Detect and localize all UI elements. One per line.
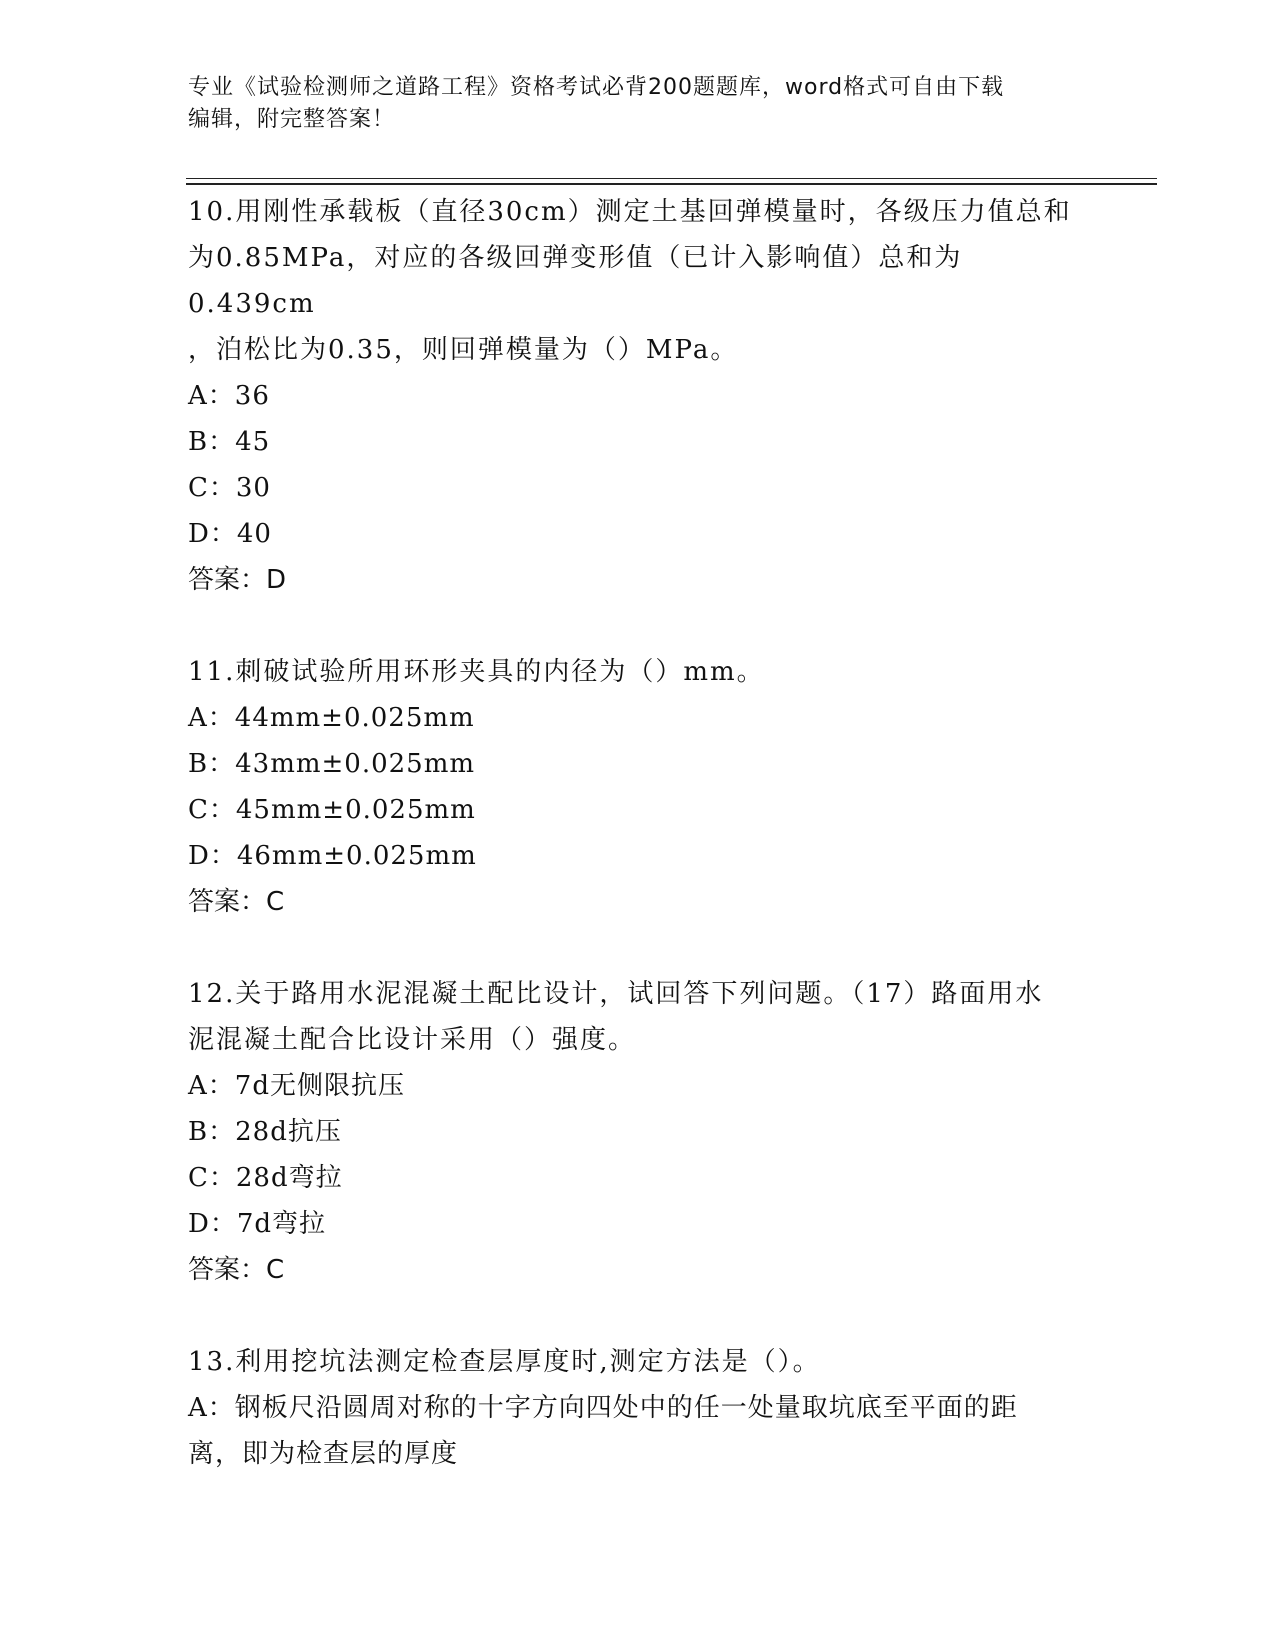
option-b: B：45: [188, 427, 271, 457]
header-divider-thick: [186, 183, 1157, 185]
option-a: A：36: [188, 381, 270, 411]
question-13: [188, 1339, 1088, 1477]
question-text-line: 11.刺破试验所用环形夹具的内径为（）mm。: [188, 657, 765, 687]
option-a: A：7d无侧限抗压: [188, 1071, 405, 1101]
option-d: D：7d弯拉: [188, 1209, 327, 1239]
question-list: [188, 189, 1088, 1477]
question-11: [188, 649, 1088, 925]
answer-line: 答案：C: [188, 1255, 285, 1285]
option-b: B：28d抗压: [188, 1117, 342, 1147]
header-line-1: 专业《试验检测师之道路工程》资格考试必背200题题库，word格式可自由下载: [188, 75, 1005, 100]
question-text-line: 12.关于路用水泥混凝土配比设计，试回答下列问题。（17）路面用水: [188, 979, 1044, 1009]
option-d: D：46mm±0.025mm: [188, 841, 477, 871]
question-12: [188, 971, 1088, 1293]
option-a-continued: 离，即为检查层的厚度: [188, 1439, 459, 1469]
question-text-line: 泥混凝土配合比设计采用（）强度。: [188, 1025, 637, 1055]
option-a: A：44mm±0.025mm: [188, 703, 475, 733]
option-c: C：30: [188, 473, 271, 503]
question-text-line: ，泊松比为0.35，则回弹模量为（）MPa。: [188, 335, 739, 365]
answer-line: 答案：D: [188, 565, 287, 595]
question-text-line: 为0.85MPa，对应的各级回弹变形值（已计入影响值）总和为0.439cm: [188, 243, 963, 319]
question-text-line: 10.用刚性承载板（直径30cm）测定土基回弹模量时，各级压力值总和: [188, 197, 1072, 227]
option-d: D：40: [188, 519, 272, 549]
option-c: C：45mm±0.025mm: [188, 795, 476, 825]
question-10: [188, 189, 1088, 603]
option-a: A：钢板尺沿圆周对称的十字方向四处中的任一处量取坑底至平面的距: [188, 1393, 1018, 1423]
answer-line: 答案：C: [188, 887, 285, 917]
header-divider-thin: [186, 178, 1157, 179]
option-c: C：28d弯拉: [188, 1163, 343, 1193]
document-header: [188, 72, 1088, 136]
question-text-line: 13.利用挖坑法测定检查层厚度时,测定方法是（）。: [188, 1347, 821, 1377]
header-line-2: 编辑，附完整答案！: [188, 107, 396, 132]
option-b: B：43mm±0.025mm: [188, 749, 476, 779]
